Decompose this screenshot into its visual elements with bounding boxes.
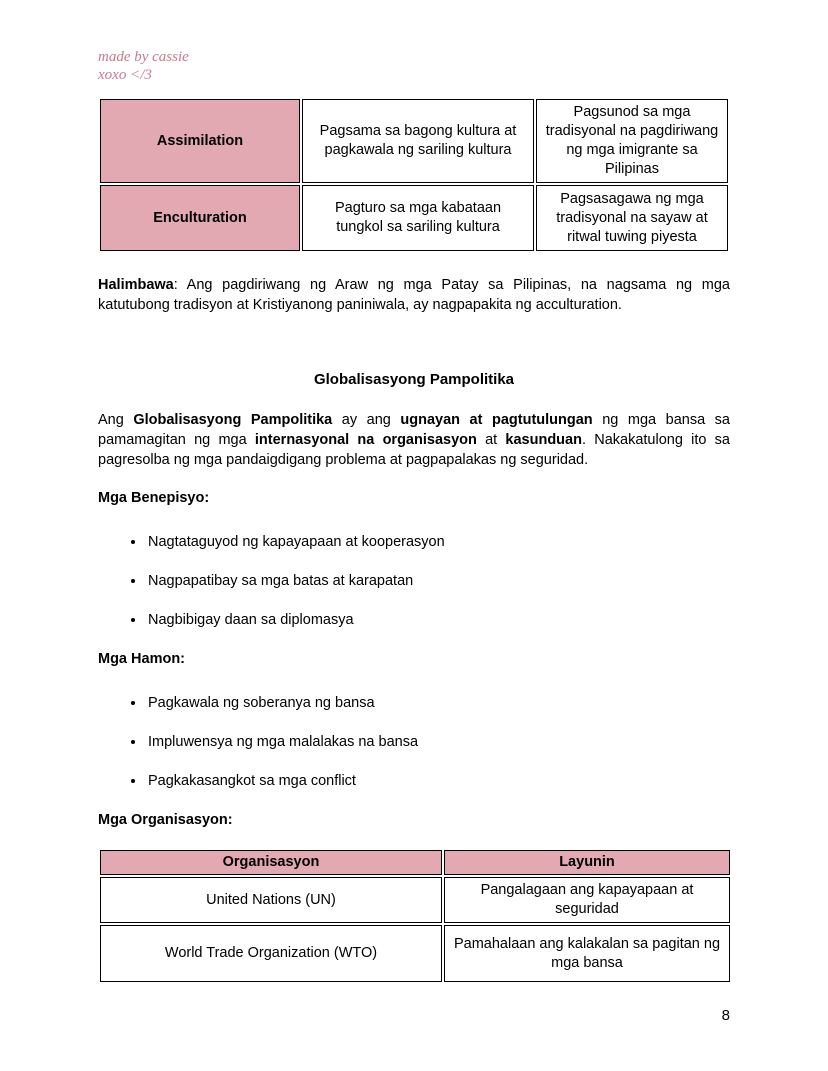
list-item: • Impluwensya ng mga malalakas na bansa bbox=[146, 732, 730, 752]
purpose-cell-un: Pangalagaan ang kapayapaan at seguridad bbox=[444, 877, 730, 923]
definition-cell-assimilation: Pagsama sa bagong kultura at pagkawala ng sariling kultura bbox=[302, 99, 534, 183]
list-item: • Nagbibigay daan sa diplomasya bbox=[146, 610, 730, 630]
intro-paragraph: Ang Globalisasyong Pampolitika ay ang ugnayan at pagtutulungan ng mga bansa sa pamamagitan ng mga internasyonal na organisasyon at kasunduan. Nakakatulong ito sa pagresolba ng mga pandaigdigang problema at pagpapalakas ng seguridad. bbox=[98, 412, 730, 468]
watermark-line1: made by cassie bbox=[98, 49, 189, 65]
org-cell-wto: World Trade Organization (WTO) bbox=[100, 925, 442, 982]
challenges-list bbox=[98, 693, 730, 791]
table-row-enculturation bbox=[100, 185, 728, 251]
table-row-wto bbox=[100, 925, 730, 982]
example-cell-assimilation: Pagsunod sa mga tradisyonal na pagdiriwang ng mga imigrante sa Pilipinas bbox=[536, 99, 728, 183]
org-cell-un: United Nations (UN) bbox=[100, 877, 442, 923]
example-cell-enculturation: Pagsasagawa ng mga tradisyonal na sayaw at ritwal tuwing piyesta bbox=[536, 185, 728, 251]
organizations-table bbox=[98, 848, 732, 984]
list-item: • Nagtataguyod ng kapayapaan at kooperasyon bbox=[146, 532, 730, 552]
table-row-un bbox=[100, 877, 730, 923]
term-cell-enculturation: Enculturation bbox=[100, 185, 300, 251]
definition-cell-enculturation: Pagturo sa mga kabataan tungkol sa sariling kultura bbox=[302, 185, 534, 251]
watermark bbox=[98, 48, 730, 84]
page-number: 8 bbox=[721, 1007, 730, 1024]
watermark-line2: xoxo </3 bbox=[98, 67, 152, 83]
benefits-label: Mga Benepisyo: bbox=[98, 490, 210, 506]
header-layunin: Layunin bbox=[444, 850, 730, 875]
challenges-label: Mga Hamon: bbox=[98, 651, 185, 667]
table-header-row bbox=[100, 850, 730, 875]
term-cell-assimilation: Assimilation bbox=[100, 99, 300, 183]
list-item: • Pagkakasangkot sa mga conflict bbox=[146, 771, 730, 791]
table-row-assimilation bbox=[100, 99, 728, 183]
section-heading: Globalisasyong Pampolitika bbox=[313, 371, 515, 388]
list-item: • Nagpapatibay sa mga batas at karapatan bbox=[146, 571, 730, 591]
purpose-cell-wto: Pamahalaan ang kalakalan sa pagitan ng mga bansa bbox=[444, 925, 730, 982]
culture-table bbox=[98, 97, 730, 253]
halimbawa-paragraph: Halimbawa: Ang pagdiriwang ng Araw ng mga Patay sa Pilipinas, na nagsama ng mga katutubong tradisyon at Kristiyanong paniniwala, ay nagpapakita ng acculturation. bbox=[98, 277, 730, 313]
header-organisasyon: Organisasyon bbox=[100, 850, 442, 875]
benefits-list bbox=[98, 532, 730, 630]
organizations-label: Mga Organisasyon: bbox=[98, 812, 233, 828]
list-item: • Pagkawala ng soberanya ng bansa bbox=[146, 693, 730, 713]
